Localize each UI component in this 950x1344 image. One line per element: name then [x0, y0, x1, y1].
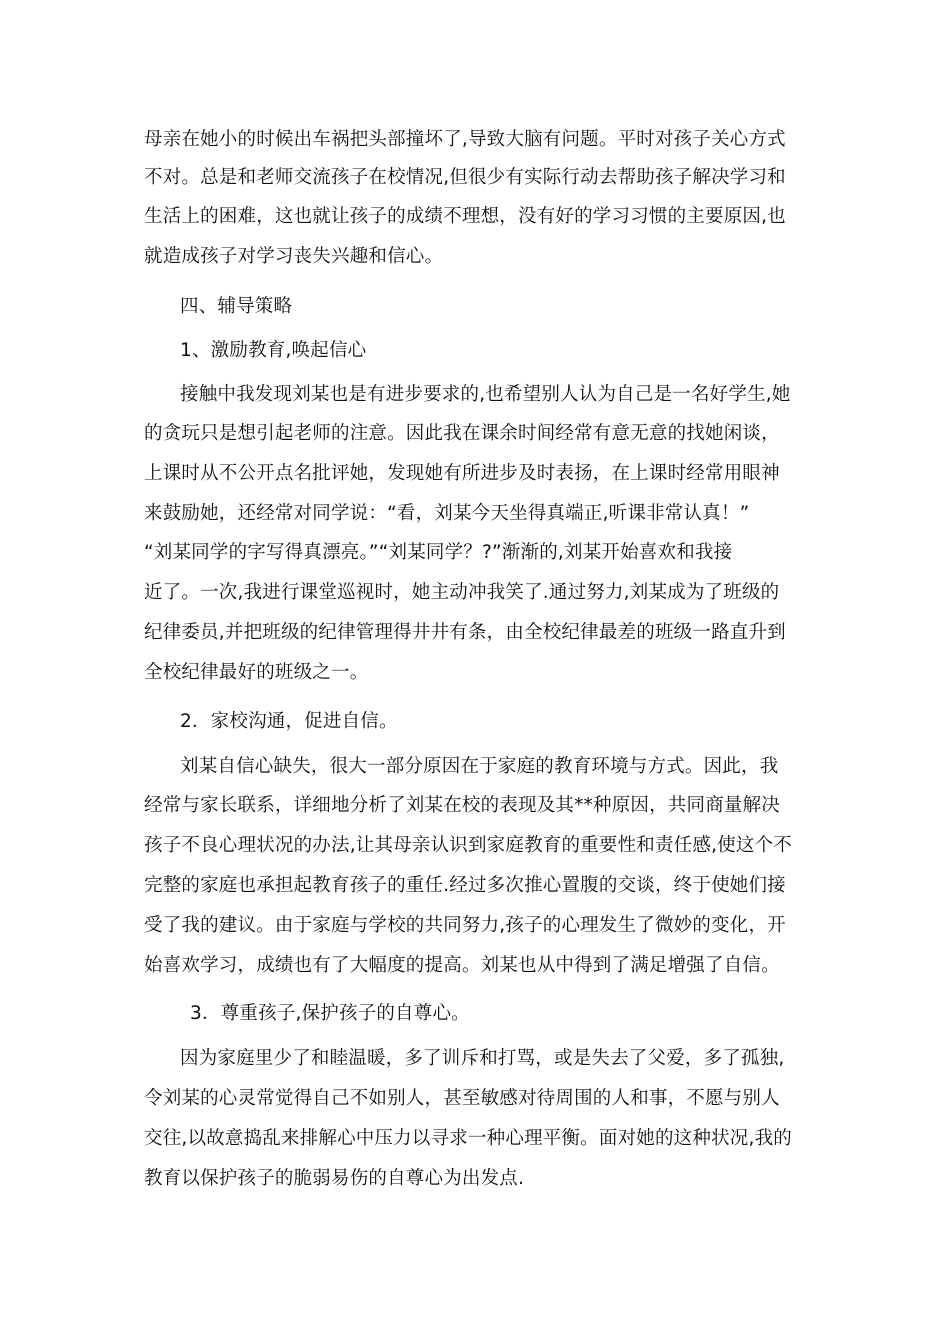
text-line: 就造成孩子对学习丧失兴趣和信心。	[144, 246, 444, 267]
section-heading: 四、辅导策略	[180, 296, 293, 317]
text-line: 孩子不良心理状况的办法,让其母亲认识到家庭教育的重要性和责任感,使这个不	[144, 835, 792, 856]
text-line: 受了我的建议。由于家庭与学校的共同努力,孩子的心理发生了微妙的变化，开	[144, 915, 786, 936]
subsection-heading: 2．家校沟通，促进自信。	[180, 711, 398, 732]
text-line: 交往,以故意捣乱来排解心中压力以寻求一种心理平衡。面对她的这种状况,我的	[144, 1128, 792, 1149]
text-line: 不对。总是和老师交流孩子在校情况,但很少有实际行动去帮助孩子解决学习和	[144, 167, 786, 188]
text-line: 教育以保护孩子的脆弱易伤的自尊心为出发点.	[144, 1168, 525, 1189]
text-line: 生活上的困难，这也就让孩子的成绩不理想，没有好的学习习惯的主要原因,也	[144, 206, 786, 227]
text-line: 接触中我发现刘某也是有进步要求的,也希望别人认为自己是一名好学生,她	[180, 384, 791, 405]
subsection-heading: 1、激励教育,唤起信心	[180, 340, 367, 361]
text-line: 母亲在她小的时候出车祸把头部撞坏了,导致大脑有问题。平时对孩子关心方式	[144, 129, 786, 150]
text-line: 近了。一次,我进行课堂巡视时，她主动冲我笑了.通过努力,刘某成为了班级的	[144, 582, 780, 603]
text-line: 全校纪律最好的班级之一。	[144, 662, 369, 683]
text-line: 令刘某的心灵常觉得自己不如别人，甚至敏感对待周围的人和事，不愿与别人	[144, 1088, 780, 1109]
text-line: 经常与家长联系，详细地分析了刘某在校的表现及其**种原因，共同商量解决	[144, 795, 781, 816]
text-line: 上课时从不公开点名批评她，发现她有所进步及时表扬，在上课时经常用眼神	[144, 463, 780, 484]
text-line: “刘某同学的字写得真漂亮。”“刘某同学？?”渐渐的,刘某开始喜欢和我接	[144, 542, 733, 563]
subsection-heading: 3．尊重孩子,保护孩子的自尊心。	[190, 1003, 470, 1024]
text-line: 来鼓励她，还经常对同学说：“看，刘某今天坐得真端正,听课非常认真！”	[144, 503, 750, 524]
text-line: 完整的家庭也承担起教育孩子的重任.经过多次推心置腹的交谈，终于使她们接	[144, 875, 786, 896]
text-line: 纪律委员,并把班级的纪律管理得井井有条，由全校纪律最差的班级一路直升到	[144, 622, 786, 643]
text-line: 因为家庭里少了和睦温暖，多了训斥和打骂，或是失去了父爱，多了孤独,	[180, 1048, 785, 1069]
text-line: 刘某自信心缺失，很大一部分原因在于家庭的教育环境与方式。因此，我	[180, 756, 779, 777]
text-line: 始喜欢学习，成绩也有了大幅度的提高。刘某也从中得到了满足增强了自信。	[144, 955, 780, 976]
text-line: 的贪玩只是想引起老师的注意。因此我在课余时间经常有意无意的找她闲谈，	[144, 423, 780, 444]
